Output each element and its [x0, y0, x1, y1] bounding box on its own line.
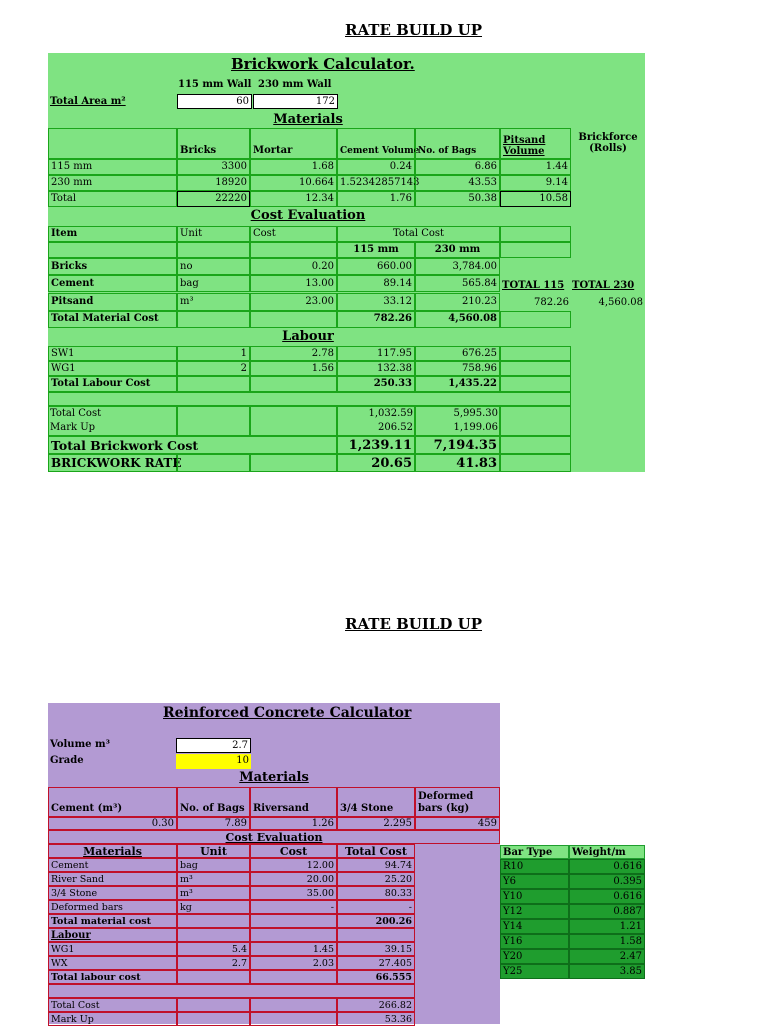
mat-header-bricks: Bricks	[177, 128, 250, 159]
concrete-cost-title: Cost Evaluation	[48, 830, 500, 844]
bar-header-weight: Weight/m	[569, 845, 645, 859]
labour-row-cost: 2.78	[250, 346, 337, 361]
mat-row-pitsand: 9.14	[500, 175, 571, 191]
grade-input[interactable]: 10	[176, 754, 251, 769]
cmat-header-riversand: Riversand	[250, 787, 337, 817]
ccost-row-item: Deformed bars	[48, 900, 177, 914]
bar-type: Y12	[500, 904, 569, 919]
cost-subheader-blank	[177, 242, 250, 258]
cost-subheader-blank	[250, 242, 337, 258]
mat-row-mortar: 10.664	[250, 175, 337, 191]
mat-header-blank	[48, 128, 177, 159]
bar-header-type: Bar Type	[500, 845, 569, 859]
cost-row-unit: m³	[177, 293, 250, 311]
cost-row-cost: 0.20	[250, 258, 337, 275]
ccost-header-unit: Unit	[177, 844, 250, 858]
ccost-total-labour-unit	[177, 970, 250, 984]
ccost-total-material-total: 200.26	[337, 914, 415, 928]
bar-type: Y14	[500, 919, 569, 934]
materials-title: Materials	[273, 112, 343, 127]
cmat-header-stone: 3/4 Stone	[337, 787, 415, 817]
bar-type: Y25	[500, 964, 569, 979]
ccost-total-labour-total: 66.555	[337, 970, 415, 984]
ccost-total-labour-item: Total labour cost	[48, 970, 177, 984]
bar-type: Y16	[500, 934, 569, 949]
mat-row-pitsand: 10.58	[500, 191, 571, 207]
total-brickwork-label: Total Brickwork Cost	[48, 436, 337, 454]
bar-type: Y6	[500, 874, 569, 889]
cost-row-cost: 23.00	[250, 293, 337, 311]
total-cost-blank	[177, 406, 250, 436]
wall-115-label: 115 mm Wall	[178, 79, 252, 90]
concrete-title: Reinforced Concrete Calculator	[163, 705, 412, 721]
cost-row-230: 210.23	[415, 293, 500, 311]
page-title: RATE BUILD UP	[345, 615, 483, 633]
bar-type: Y20	[500, 949, 569, 964]
ccost-header-materials: Materials	[48, 844, 177, 858]
ccost-row-item: 3/4 Stone	[48, 886, 177, 900]
cost-header-item: Item	[48, 226, 177, 242]
bar-weight: 2.47	[569, 949, 645, 964]
ccost-total-cost-total: 266.82	[337, 998, 415, 1012]
total-labour-blank	[177, 376, 250, 392]
ccost-row-unit: bag	[177, 858, 250, 872]
brickwork-rate-230: 41.83	[415, 454, 500, 472]
labour-row-115: 117.95	[337, 346, 415, 361]
mat-row-label: 230 mm	[48, 175, 177, 191]
cmat-header-cement: Cement (m³)	[48, 787, 177, 817]
cmat-cement-value: 0.30	[48, 817, 177, 830]
total-230-value: 4,560.08	[598, 297, 643, 308]
mat-row-bags: 6.86	[415, 159, 500, 175]
bar-weight: 0.887	[569, 904, 645, 919]
labour-row-cost: 1.56	[250, 361, 337, 376]
bar-type: Y10	[500, 889, 569, 904]
cost-row-unit: no	[177, 258, 250, 275]
labour-row-115: 132.38	[337, 361, 415, 376]
ccost-row-cost: 35.00	[250, 886, 337, 900]
total-brickwork-230: 7,194.35	[415, 436, 500, 454]
spacer-row	[48, 392, 571, 406]
ccost-labour-row-total: 27.405	[337, 956, 415, 970]
ccost-total-cost-item: Total Cost	[48, 998, 177, 1012]
labour-row-unit: 1	[177, 346, 250, 361]
total-labour-115: 250.33	[337, 376, 415, 392]
mat-row-mortar: 1.68	[250, 159, 337, 175]
total-labour-blank	[250, 376, 337, 392]
ccost-labour-row-item: WX	[48, 956, 177, 970]
brickwork-title: Brickwork Calculator.	[231, 55, 415, 73]
total-area-115-input[interactable]: 60	[177, 94, 252, 109]
ccost-markup-item: Mark Up	[48, 1012, 177, 1026]
ccost-row-total: 80.33	[337, 886, 415, 900]
ccost-blank	[177, 928, 250, 942]
mat-row-mortar: 12.34	[250, 191, 337, 207]
ccost-row-cost: -	[250, 900, 337, 914]
mat-header-cement-volume: Cement Volume	[337, 128, 415, 159]
ccost-total-material-unit	[177, 914, 250, 928]
total-area-230-input[interactable]: 172	[253, 94, 338, 109]
labour-row-item: WG1	[48, 361, 177, 376]
markup-label: Mark Up	[50, 422, 96, 433]
ccost-labour-row-unit: 5.4	[177, 942, 250, 956]
concrete-panel	[48, 703, 500, 1024]
brickwork-rate-blank	[250, 454, 337, 472]
labour-row-230: 758.96	[415, 361, 500, 376]
brickwork-rate-blank	[500, 454, 571, 472]
page-title: RATE BUILD UP	[345, 21, 483, 39]
bar-type-table	[500, 845, 645, 975]
ccost-spacer	[48, 984, 415, 998]
ccost-row-unit: m³	[177, 886, 250, 900]
labour-row-unit: 2	[177, 361, 250, 376]
total-cost-label: Total Cost	[50, 408, 102, 419]
total-230-label: TOTAL 230	[572, 280, 635, 291]
brickwork-rate-blank	[177, 454, 250, 472]
mat-row-cement: 0.24	[337, 159, 415, 175]
cost-header-total: Total Cost	[337, 226, 500, 242]
total-cost-blank	[250, 406, 337, 436]
volume-label: Volume m³	[50, 739, 110, 750]
cmat-header-bags: No. of Bags	[177, 787, 250, 817]
ccost-labour-row-cost: 2.03	[250, 956, 337, 970]
cmat-riversand-value: 1.26	[250, 817, 337, 830]
labour-row-blank	[500, 361, 571, 376]
concrete-materials-title: Materials	[239, 770, 309, 785]
ccost-total-material-cost	[250, 914, 337, 928]
ccost-row-item: River Sand	[48, 872, 177, 886]
total-cost-230: 5,995.30	[453, 408, 498, 419]
cost-subheader-115: 115 mm	[337, 242, 415, 258]
cost-row-item: Bricks	[48, 258, 177, 275]
cmat-bars-value: 459	[415, 817, 500, 830]
cost-subheader-230: 230 mm	[415, 242, 500, 258]
labour-row-blank	[500, 346, 571, 361]
mat-header-mortar: Mortar	[250, 128, 337, 159]
total-material-label: Total Material Cost	[48, 311, 177, 328]
bar-weight: 0.616	[569, 889, 645, 904]
ccost-row-item: Cement	[48, 858, 177, 872]
total-cost-115: 1,032.59	[368, 408, 413, 419]
cost-subheader-blank	[500, 242, 571, 258]
ccost-row-total: -	[337, 900, 415, 914]
ccost-labour-label: Labour	[48, 928, 177, 942]
ccost-labour-row-unit: 2.7	[177, 956, 250, 970]
mat-row-cement: 1.76	[337, 191, 415, 207]
cost-subheader-blank	[48, 242, 177, 258]
grade-label: Grade	[50, 755, 84, 766]
total-material-115: 782.26	[337, 311, 415, 328]
brickwork-rate-label: BRICKWORK RATE	[48, 454, 177, 472]
mat-row-bricks: 3300	[177, 159, 250, 175]
brickwork-rate-115: 20.65	[337, 454, 415, 472]
bar-type: R10	[500, 859, 569, 874]
ccost-row-cost: 12.00	[250, 858, 337, 872]
bar-weight: 1.58	[569, 934, 645, 949]
cost-row-115: 660.00	[337, 258, 415, 275]
mat-row-bags: 43.53	[415, 175, 500, 191]
cost-row-item: Cement	[48, 275, 177, 292]
ccost-row-cost: 20.00	[250, 872, 337, 886]
cost-header-unit: Unit	[177, 226, 250, 242]
cost-row-item: Pitsand	[48, 293, 177, 311]
cost-row-230: 3,784.00	[415, 258, 500, 275]
ccost-labour-row-total: 39.15	[337, 942, 415, 956]
total-cost-blank	[500, 406, 571, 436]
ccost-total-cost-unit	[177, 998, 250, 1012]
cmat-stone-value: 2.295	[337, 817, 415, 830]
total-material-230: 4,560.08	[415, 311, 500, 328]
ccost-header-cost: Cost	[250, 844, 337, 858]
ccost-labour-row-item: WG1	[48, 942, 177, 956]
ccost-row-total: 25.20	[337, 872, 415, 886]
mat-header-pitsand: Pitsand Volume	[500, 128, 571, 159]
bar-weight: 3.85	[569, 964, 645, 979]
total-material-blank	[177, 311, 250, 328]
markup-115: 206.52	[378, 422, 413, 433]
bar-weight: 0.616	[569, 859, 645, 874]
total-material-blank	[250, 311, 337, 328]
mat-row-bricks: 18920	[177, 175, 250, 191]
labour-row-item: SW1	[48, 346, 177, 361]
mat-row-pitsand: 1.44	[500, 159, 571, 175]
total-material-blank	[500, 311, 571, 328]
cost-row-unit: bag	[177, 275, 250, 292]
total-labour-label: Total Labour Cost	[48, 376, 177, 392]
ccost-total-material-item: Total material cost	[48, 914, 177, 928]
ccost-total-cost-cost	[250, 998, 337, 1012]
cmat-header-bars: Deformed bars (kg)	[415, 787, 500, 817]
mat-row-label: Total	[48, 191, 177, 207]
ccost-header-total: Total Cost	[337, 844, 415, 858]
cost-header-blank	[500, 226, 571, 242]
mat-header-brickforce: Brickforce (Rolls)	[578, 132, 638, 154]
cost-row-cost: 13.00	[250, 275, 337, 292]
total-115-value: 782.26	[534, 297, 569, 308]
ccost-labour-row-cost: 1.45	[250, 942, 337, 956]
volume-input[interactable]: 2.7	[176, 738, 251, 753]
labour-title: Labour	[282, 329, 334, 344]
mat-row-label: 115 mm	[48, 159, 177, 175]
bar-weight: 1.21	[569, 919, 645, 934]
labour-row-230: 676.25	[415, 346, 500, 361]
cost-row-115: 89.14	[337, 275, 415, 292]
cost-row-230: 565.84	[415, 275, 500, 292]
cmat-bags-value: 7.89	[177, 817, 250, 830]
bar-weight: 0.395	[569, 874, 645, 889]
total-115-label: TOTAL 115	[502, 280, 565, 291]
ccost-markup-total: 53.36	[337, 1012, 415, 1026]
ccost-row-unit: m³	[177, 872, 250, 886]
total-labour-230: 1,435.22	[415, 376, 500, 392]
mat-header-bags: No. of Bags	[415, 128, 500, 159]
mat-row-bricks: 22220	[177, 191, 250, 207]
mat-row-bags: 50.38	[415, 191, 500, 207]
cost-evaluation-title: Cost Evaluation	[250, 208, 366, 223]
cost-header-cost: Cost	[250, 226, 337, 242]
wall-230-label: 230 mm Wall	[258, 79, 332, 90]
ccost-total-labour-cost	[250, 970, 337, 984]
ccost-blank	[337, 928, 415, 942]
total-area-label: Total Area m²	[50, 96, 126, 107]
total-brickwork-blank	[500, 436, 571, 454]
total-brickwork-115: 1,239.11	[337, 436, 415, 454]
mat-row-cement: 1.52342857143	[337, 175, 415, 191]
ccost-row-unit: kg	[177, 900, 250, 914]
brickwork-panel	[48, 53, 645, 472]
markup-230: 1,199.06	[453, 422, 498, 433]
total-labour-blank	[500, 376, 571, 392]
cost-row-115: 33.12	[337, 293, 415, 311]
ccost-blank	[250, 928, 337, 942]
ccost-row-total: 94.74	[337, 858, 415, 872]
